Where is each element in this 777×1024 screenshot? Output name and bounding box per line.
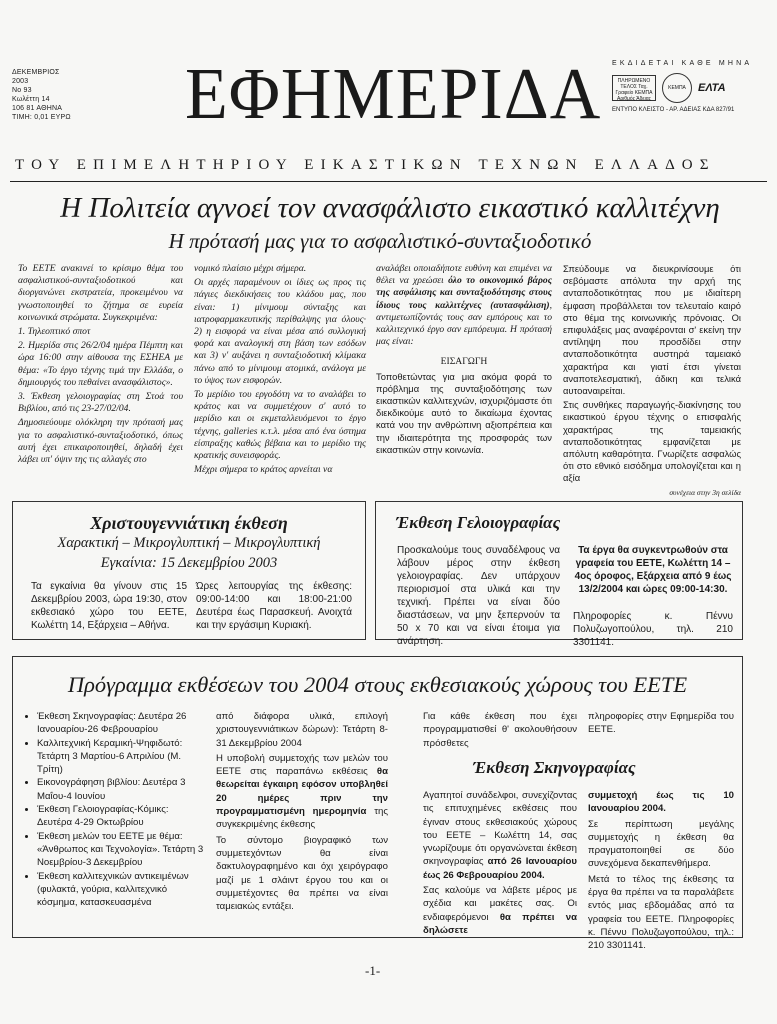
program-list — [19, 710, 205, 909]
lead-headline: Η Πολιτεία αγνοεί τον ανασφάλιστο εικαστικό καλλιτέχνη — [60, 192, 720, 224]
paragraph — [423, 884, 577, 937]
text-run: , αντιμετωπίζοντάς τους σαν εμπόρους και το καλλιτεχνικό έργο σαν εμπόρευμα. Η πρότασή μας είναι: — [376, 299, 552, 348]
paragraph: Στις συνθήκες παραγωγής-διακίνησης του εικαστικού έργου τέχνης ο επισφαλής χαρακτήρας της ταμειακής ανταποδοτικότητας εμφανίζεται με απόλυτη καθαρότητα. Γνωρίζετε ασφαλώς ότι στο εθνικό εισόδημα υπολογίζεται και η αξία — [563, 399, 741, 484]
contact-info: Πληροφορίες κ. Πέννυ Πολυζωγοπούλου, τηλ. 210 3301141. — [573, 611, 733, 648]
paragraph — [423, 789, 577, 882]
lead-subhead: Η πρότασή μας για το ασφαλιστικό-συνταξιοδοτικό — [168, 229, 592, 253]
paragraph: νομικό πλαίσιο μέχρι σήμερα. — [194, 263, 307, 274]
paragraph — [216, 752, 388, 832]
header-rule — [10, 181, 767, 182]
box-subtitle: Χαρακτική – Μικρογλυπτική – Μικρογλυπτική — [57, 535, 321, 551]
text-run: αναλάβει οποιαδήποτε ευθύνη και επιμένει να θέλει να χρεώσει — [376, 263, 552, 287]
paragraph: Το σύντομο βιογραφικό των συμμετεχόντων θα είναι δακτυλογραφημένο και όχι χειρόγραφο μαζί με 1 σλάιντ έργου του και οι συμμετέχοντες θα πρέπει να είναι ταμειακώς εντάξει. — [216, 834, 388, 913]
issue-year: 2003 — [12, 78, 29, 85]
paragraph: Σπεύδουμε να διευκρινίσουμε ότι σεβόμαστε απόλυτα την αρχή της ανταποδοτικότητας που με ιδιαίτερη έμφαση προβάλλεται τον τελευταίο καιρό στο θέμα της κοινωνικής πρόνοιας. Οι επιφυλάξεις μας αναφέρονται σ' εκείνη την αντίληψη που προσδίδει στην ανταποδοτικότητα αυστηρά ταμειακό χαρακτήρα και γιατί έτσι γίνεται αναποτελεσματική, άδικη και τελικά αυτοαναιρείται. — [563, 263, 741, 397]
paragraph: Το μερίδιο του εργοδότη να το αναλάβει το κράτος και να συμμετέχουν σ' αυτό το μερίδιο και οι εκμεταλλευόμενοι το έργο τέχνης, galleries κ.τ.λ. μέσα από ένα ύστημα είσπραξης καθώς βέβαια και το μερίδιο της κρατικής συνεισφοράς. — [194, 389, 366, 462]
postal-info — [612, 60, 762, 113]
continuation-note: συνέχεια στην 3η σελίδα — [669, 487, 741, 497]
paragraph: Μέχρι σήμερα το κράτος αρνείται να — [194, 464, 333, 476]
cartoon-exhibition-box — [375, 501, 743, 648]
paragraph: Το ΕΕΤΕ ανακινεί το κρίσιμο θέμα του ασφαλιστικού-συνταξιοδοτικού και διοργανώνει εκστρατεία, προκειμένου να γνωστοποιηθεί το ζήτημα σε ευρεία κοινωνικά στρώματα. Συγκεκριμένα: — [18, 263, 183, 323]
postal-badges — [612, 73, 762, 103]
paragraph: Μετά το τέλος της έκθεσης τα έργα θα πρέπει να τα παραλάβετε εντός μιας εβδομάδας από τα γραφεία του ΕΕΤΕ. Πληροφορίες κ. Πέννυ Πολυζωγοπούλου, τηλ.: 210 3301141. — [588, 873, 734, 952]
paragraph: Σε περίπτωση μεγάλης συμμετοχής η έκθεση θα πραγματοποιηθεί σε δύο συνεχόμενα δεκαπενθήμερα. — [588, 818, 734, 870]
paragraph: από διάφορα υλικά, επιλογή χριστουγεννιάτικων δώρων): Τετάρτη 8-31 Δεκεμβρίου 2004 — [216, 711, 388, 749]
list-item: • Έκθεση Γελοιογραφίας-Κόμικς: Δευτέρα 4-29 Οκτωβρίου — [37, 803, 205, 830]
issue-address: Κωλέττη 14 — [12, 96, 50, 103]
list-item: 2. Ημερίδα στις 26/2/04 ημέρα Πέμπτη και ώρα 16:00 στην αίθουσα της ΕΣΗΕΑ με θέμα: «Το έργο τέχνης τιμά την Ελλάδα, ο δημιουργός του πεθαίνει ανασφάλιστος». — [18, 340, 183, 388]
list-item: • Έκθεση καλλιτεχνικών αντικειμένων (φυλακτά, γούρια, καλλιτεχνικό κόσμημα, κατασκευασμένα — [37, 870, 205, 910]
kempa-seal: ΚΕΜΠΑ — [662, 73, 692, 103]
paragraph: Τοποθετώντας για μια ακόμα φορά το πρόβλημα της συνταξιοδότησης των εικαστικών καλλιτεχνών, ισχυριζόμαστε ότι διεκδικούμε αυτό το δικαίωμα έχοντας κατά νου την ανθρώπινη αξιοπρέπεια και την ιδιαιτερότητα της προσφοράς των εικαστικών στην κοινωνία. — [376, 370, 552, 455]
program-box — [12, 656, 743, 952]
scenography-title: Έκθεση Σκηνογραφίας — [473, 758, 636, 777]
elta-logo: ΕΛΤΑ — [698, 82, 726, 94]
license-note: ΕΝΤΥΠΟ ΚΛΕΙΣΤΟ - ΑΡ. ΑΔΕΙΑΣ ΚΔΑ 827/91 — [612, 107, 735, 113]
issue-number: Νο 93 — [12, 87, 32, 94]
christmas-exhibition-box — [12, 501, 366, 640]
list-item: • Καλλιτεχνική Κεραμική-Ψηφιδωτό: Τετάρτη 3 Μαρτίου-6 Απριλίου (Μ. Τρίτη) — [37, 737, 205, 777]
lead-column-4 — [563, 263, 741, 501]
section-heading: ΕΙΣΑΓΩΓΗ — [440, 356, 488, 368]
issue-price: ΤΙΜΗ: 0,01 ΕΥΡΩ — [12, 114, 71, 121]
box-text-left: Τα εγκαίνια θα γίνουν στις 15 Δεκεμβρίου 2003, ώρα 19:30, στον εκθεσιακό χώρο του ΕΕΤΕ, Κωλέττη 14, Εξάρχεια – Αθήνα. — [31, 581, 187, 631]
bold-text-run: θα θεωρείται έγκαιρη εφόσον υποβληθεί 20 ημέρες πριν την προγραμματισμένη ημερομηνία — [216, 766, 388, 818]
issue-month: ΔΕΚΕΜΒΡΙΟΣ — [12, 69, 60, 76]
text-run: Αγαπητοί συνάδελφοι, συνεχίζοντας τις επιτυχημένες εκθέσεις που έγιναν στους εκθεσιακούς χώρους του ΕΕΤΕ – Κωλέττη 14, σας γνωρίζουμε ότι οργανώνεται έκθεση σκηνογραφίας — [423, 790, 577, 868]
program-column-1 — [19, 710, 205, 909]
program-column-3 — [423, 710, 577, 750]
masthead-title: ΕΦΗΜΕΡΙΔΑ — [185, 54, 602, 135]
list-item: • Έκθεση μελών του ΕΕΤΕ με θέμα: «Άνθρωπος και Τεχνολογία». Τετάρτη 3 Νοεμβρίου-3 Δεκεμβρίου — [37, 830, 205, 870]
submission-note: Τα έργα θα συγκεντρωθούν στα γραφεία του ΕΕΤΕ, Κωλέττη 14 – 4ος όροφος, Εξάρχεια από 9 έως 13/2/2004 και ώρες 09:00-14:30. — [574, 545, 732, 595]
paragraph: συμμετοχή έως τις 10 Ιανουαρίου 2004. — [588, 790, 734, 815]
lead-column-2 — [194, 263, 366, 478]
paid-postage-stamp: ΠΛΗΡΩΜΕΝΟ ΤΕΛΟΣ Ταχ. Γραφείο ΚΕΜΠΑ Αριθμός Άδειας — [612, 75, 656, 101]
box-title: Έκθεση Γελοιογραφίας — [396, 513, 561, 532]
bold-text-run: όλο το οικονομικό βάρος της ασφάλισης και συνταξιοδότησης στους ίδιους τους καλλιτέχνες (αυτασφάλιση) — [376, 275, 552, 311]
list-item: • Έκθεση Σκηνογραφίας: Δευτέρα 26 Ιανουαρίου-26 Φεβρουαρίου — [37, 710, 205, 737]
masthead-subtitle: ΤΟΥ ΕΠΙΜΕΛΗΤΗΡΙΟΥ ΕΙΚΑΣΤΙΚΩΝ ΤΕΧΝΩΝ ΕΛΛΑΔΟΣ — [15, 157, 716, 173]
page-number: -1- — [365, 963, 381, 978]
program-column-2 — [216, 710, 388, 913]
box-title: Πρόγραμμα εκθέσεων του 2004 στους εκθεσιακούς χώρους του ΕΕΤΕ — [67, 672, 688, 697]
text-run: Η υποβολή συμμετοχής των μελών του ΕΕΤΕ στις παραπάνω εκθέσεις — [216, 752, 388, 778]
program-column-4-bottom — [588, 789, 734, 953]
list-item: 3. Έκθεση γελοιογραφίας στη Στοά του Βιβλίου, από τις 23-27/02/04. — [18, 391, 183, 415]
box-opening-date: Εγκαίνια: 15 Δεκεμβρίου 2003 — [100, 555, 278, 571]
text-run: της συγκεκριμένης έκθεσης — [216, 806, 388, 831]
list-item: • Εικονογράφηση βιβλίου: Δευτέρα 3 Μαΐου-4 Ιουνίου — [37, 776, 205, 803]
issue-city: 106 81 ΑΘΗΝΑ — [12, 105, 63, 112]
paragraph: Οι αρχές παραμένουν οι ίδιες ως προς τις πάγιες διεκδικήσεις του κλάδου μας, που είναι: 1) μίνιμουμ σύνταξης και ιατροφαρμακευτικής περίθαλψης για όλους· 2) η εισφορά να είναι μέσα από συλλογική φορά και αναλογική στη βάση των εσόδων και 3) ν' αυξάνει η συνταξιοδοτική κλίμακα πάνω από το μίνιμουμ ατομικά, ανάλογα με το ύψος των εισφορών. — [194, 277, 366, 386]
bold-text-run: θα πρέπει να δηλώσετε — [423, 911, 577, 936]
list-item: 1. Τηλεοπτικό σποτ — [18, 326, 91, 338]
box-title: Χριστουγεννιάτικη έκθεση — [90, 513, 288, 533]
issue-info — [12, 68, 71, 122]
box-text-right: Ώρες λειτουργίας της έκθεσης: 09:00-14:00 και 18:00-21:00 Δευτέρα έως Παρασκευή. Ανοιχτά και την εργάσιμη Κυριακή. — [196, 581, 352, 631]
text-run: Σας καλούμε να λάβετε μέρος με σχέδια και μακέτες σας. Οι ενδιαφερόμενοι — [423, 885, 577, 923]
bold-text-run: από 26 Ιανουαρίου έως 26 Φεβρουαρίου 2004. — [423, 856, 577, 881]
lead-column-1 — [18, 263, 183, 468]
paragraph — [376, 263, 552, 348]
program-column-3-bottom — [423, 789, 577, 937]
program-column-4-top — [588, 710, 734, 737]
paragraph: Δημοσιεύουμε ολόκληρη την πρότασή μας για το ασφαλιστικό-συνταξιοδοτικό, όπως αυτή έχει επικαιροποιηθεί, δηλαδή έχει λάβει υπ' όψιν της τις αλλαγές στο — [18, 417, 183, 466]
frequency-note: ΕΚΔΙΔΕΤΑΙ ΚΑΘΕ ΜΗΝΑ — [612, 60, 753, 67]
box-text-left: Προσκαλούμε τους συναδέλφους να λάβουν μέρος στην έκθεση γελοιογραφίας. Δεν υπάρχουν περιορισμοί στα υλικά και την τεχνική. Πρέπει να είναι δύο διαστάσεων, να μην ξεπερνούν τα 50 x 70 και να είναι έτοιμα για ανάρτηση. — [397, 545, 560, 647]
paragraph: πληροφορίες στην Εφημερίδα του ΕΕΤΕ. — [588, 711, 734, 736]
box-text-right — [573, 544, 733, 649]
paragraph: Για κάθε έκθεση που έχει προγραμματισθεί θ' ακολουθήσουν πρόσθετες — [423, 711, 577, 749]
lead-column-3 — [376, 263, 552, 458]
